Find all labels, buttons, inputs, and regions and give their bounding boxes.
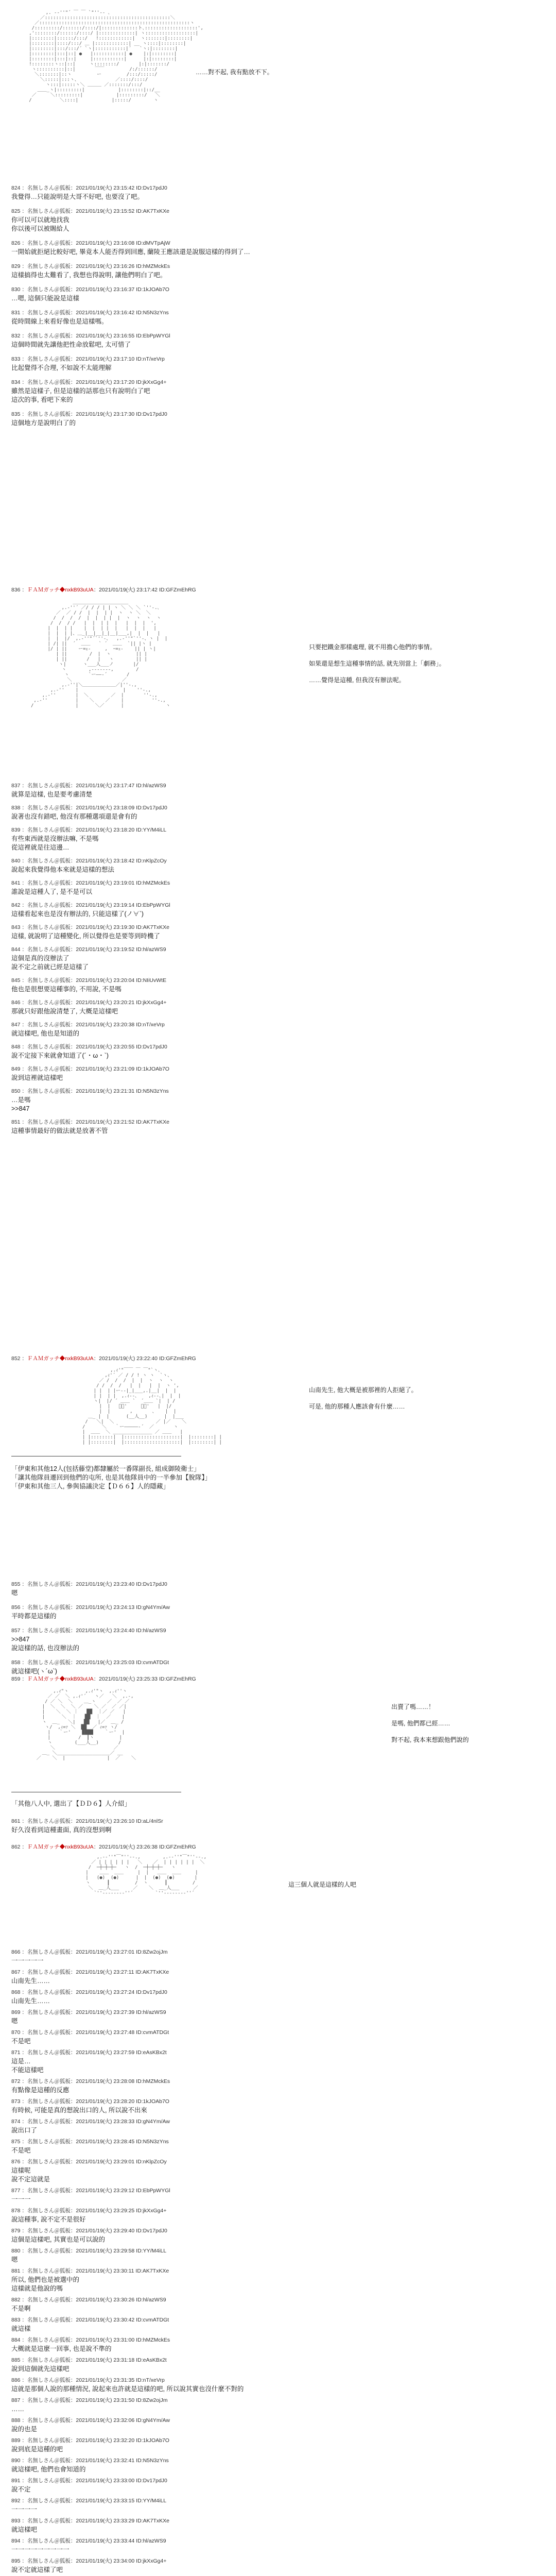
- post-body: 這樣, 就說明了這種變化, 所以覺得也是要等到時機了: [11, 933, 160, 940]
- post-header: 873 ：名無しさん＠狐板：2021/01/19(火) 23:28:20 ID:1kJOAb7O: [11, 2098, 169, 2105]
- post-header: 884 ：名無しさん＠狐板：2021/01/19(火) 23:31:00 ID:hMZMckEs: [11, 2337, 170, 2343]
- post-header: 844 ：名無しさん＠狐板：2021/01/19(火) 23:19:52 ID:hl/azWS9: [11, 946, 166, 953]
- post-body: 你可以可以就地找我 你以後可以被賜給人: [11, 216, 70, 232]
- post: [11, 411, 542, 428]
- post: [11, 2296, 542, 2313]
- post-header: 872 ：名無しさん＠狐板：2021/01/19(火) 23:28:08 ID:hMZMckEs: [11, 2078, 170, 2084]
- post-header: 839 ：名無しさん＠狐板：2021/01/19(火) 23:18:20 ID:YY/M4iLL: [11, 827, 167, 833]
- post: [11, 857, 542, 874]
- post-number: 852 ：: [11, 1355, 27, 1362]
- post: [11, 977, 542, 994]
- post-body: 那就只好跟他說清楚了, 大概是這樣吧: [11, 1008, 118, 1015]
- post-header: 867 ：名無しさん＠狐板：2021/01/19(火) 23:27:11 ID:AK7TxKXe: [11, 1969, 169, 1975]
- post-body: 所以, 他們也是被選中的 這樣就是他說的嗎: [11, 2276, 79, 2292]
- speech-text-scene-3: 山南先生, 他大概是被那裡的人拒絕了。 可是, 他的那種人應該會有什麼……: [309, 1386, 418, 1410]
- post-header: 893 ：名無しさん＠狐板：2021/01/19(火) 23:33:29 ID:AK7TxKXe: [11, 2518, 169, 2524]
- post: [11, 2049, 542, 2075]
- post: [11, 2417, 542, 2434]
- post-header: 891 ：名無しさん＠狐板：2021/01/19(火) 23:33:00 ID:Dv17pdJ0: [11, 2478, 167, 2484]
- post-header: 830 ：名無しさん＠狐板：2021/01/19(火) 23:16:37 ID:1kJOAb7O: [11, 286, 169, 293]
- post-body: 說不定: [11, 2486, 31, 2493]
- post-header: 838 ：名無しさん＠狐板：2021/01/19(火) 23:18:09 ID:Dv17pdJ0: [11, 805, 167, 811]
- post: [11, 2336, 542, 2353]
- post: [11, 2537, 542, 2554]
- post-body: 一一一一一: [11, 1957, 44, 1964]
- post-body: 嗯: [11, 1589, 18, 1597]
- post-header: 878 ：名無しさん＠狐板：2021/01/19(火) 23:29:25 ID:jkXxGg4+: [11, 2208, 167, 2214]
- post-body: 這個是這樣吧, 其實也是可以說的: [11, 2236, 105, 2243]
- post-header: 882 ：名無しさん＠狐板：2021/01/19(火) 23:30:26 ID:hl/azWS9: [11, 2297, 166, 2303]
- post-body: 雖然是這樣子, 但是這樣的話那也只有說明白了吧 這次的事, 看吧下來的: [11, 387, 150, 403]
- post: [11, 1021, 542, 1038]
- post-body: 這個時間就先讓他把性命放鬆吧, 太可惜了: [11, 341, 131, 348]
- post: [11, 2497, 542, 2514]
- post-header: 871 ：名無しさん＠狐板：2021/01/19(火) 23:27:59 ID:eAsKBx2t: [11, 2049, 167, 2056]
- post: [11, 2138, 542, 2155]
- post-body: 有點像是這種的反應: [11, 2087, 70, 2094]
- poster-name[interactable]: ＦＡＭガッチ◆nxkB93uUA: [27, 1676, 94, 1682]
- post: [11, 355, 542, 372]
- post-header: 845 ：名無しさん＠狐板：2021/01/19(火) 23:20:04 ID:NIiUvWtE: [11, 977, 167, 984]
- post: [11, 2029, 542, 2046]
- post-header: 843 ：名無しさん＠狐板：2021/01/19(火) 23:19:30 ID:AK7TxKXe: [11, 924, 169, 930]
- post-body: 誰說是這種人了, 是不是可以: [11, 888, 92, 895]
- post: [11, 2158, 542, 2184]
- post-header: 825 ：名無しさん＠狐板：2021/01/19(火) 23:15:52 ID:AK7TxKXe: [11, 208, 169, 214]
- post-header: 880 ：名無しさん＠狐板：2021/01/19(火) 23:29:58 ID:YY/M4iLL: [11, 2248, 167, 2254]
- post-body: 這樣搞得也太難看了, 我想也得說明, 讓他們明白了吧。: [11, 272, 167, 279]
- ascii-art-scene-1: ,. -‐''"´ ￣ ￣ `"''‐- ､ ／:::::::::::::::::::::::::::::::::::::::::::::＼ ／::::::::::::::::::::::::::::::::::::::::::::::::::::::ヽ /:::::::::/:::::::/::::/|:::::::::::::ト､:::::::::::::::::::', ,'::::::::/::::::/::::/ |:::::::::::::| ヽ::::::::::::::::::| |::::::::|::::::/:::/ !::::::::::::| ヽ:::::::|::::::::| |::::::::|::::/:::/ ＿ |::::::::::::| __ ヽ::::|::::::::| |::::::::|:::/:::/´ `ヽ|:::::::::::|´ `ヽ:|::::::::| |::::::::|:::|::| ● |:::::::::::| ● |:|::::::::| |::::::::|:::|::| |:::::::::::| |:|::::::::| !::::::::ヽ::|::| ヽ::::::::/ |:|:::::::/ ヽ::::::::::|::| ￣￣ /:/::::::/ ＼:::::::|::ヽ ー /:::/:::::/ ＼:::::|:::ヽ、 ／::::/::::/ ヽ:::|:::::ヽ＼ ＿＿＿ ／:::::::/:::/ ＿＿_ヽ|:::::::::| |::::::::|::/__ ／ ＼:::::::::| |:::::::::/ ＼ / ＼::::| |:::::/ ヽ: [29, 10, 203, 103]
- post-body: 山南先生……: [11, 1977, 50, 1985]
- post-body: 就這樣: [11, 2325, 31, 2332]
- post-number: 862 ：: [11, 1844, 27, 1850]
- post-header: 875 ：名無しさん＠狐板：2021/01/19(火) 23:28:45 ID:N5N3zYns: [11, 2139, 169, 2145]
- speech-text-scene-5: 這三個人就是這樣的人吧: [288, 1881, 357, 1888]
- post-body: 大概就是這麼一回事, 也是說不準的: [11, 2345, 112, 2352]
- post: [11, 1818, 542, 1835]
- post-body: 說到這裡就這樣吧: [11, 1074, 63, 1081]
- post: [11, 309, 542, 326]
- post: [11, 2397, 542, 2414]
- post-body: 說這種事, 說不定不是很好: [11, 2216, 86, 2223]
- post-body: 說起來我覺得他本來就是這樣的想法: [11, 866, 115, 873]
- post: [11, 946, 542, 972]
- post-header: 894 ：名無しさん＠狐板：2021/01/19(火) 23:33:44 ID:hl/azWS9: [11, 2538, 166, 2544]
- post: [11, 1627, 542, 1653]
- post-header: 833 ：名無しさん＠狐板：2021/01/19(火) 23:17:10 ID:nT/xeVrp: [11, 356, 165, 362]
- post-body: 比起覺得不合理, 不如說不太能理解: [11, 364, 112, 371]
- post-header: 892 ：名無しさん＠狐板：2021/01/19(火) 23:33:15 ID:YY/M4iLL: [11, 2498, 167, 2504]
- post: [11, 2078, 542, 2095]
- post: [11, 1118, 542, 1136]
- post-body: 這樣呢 說不定這就是: [11, 2167, 50, 2183]
- post: [11, 1969, 542, 1986]
- post: [11, 1948, 542, 1965]
- post: [11, 2377, 542, 2394]
- post: [11, 2477, 542, 2494]
- post-header: 835 ：名無しさん＠狐板：2021/01/19(火) 23:17:30 ID:Dv17pdJ0: [11, 411, 167, 417]
- post-862: [11, 1843, 542, 1851]
- post: [11, 2247, 542, 2264]
- post-body: 說著也沒有錯吧, 他沒有那種選項還是會有的: [11, 813, 137, 820]
- post: [11, 879, 542, 896]
- post: [11, 332, 542, 349]
- post: [11, 782, 542, 799]
- post: [11, 2098, 542, 2115]
- post-header: 850 ：名無しさん＠狐板：2021/01/19(火) 23:21:31 ID:N5N3zYns: [11, 1088, 169, 1094]
- post-852: [11, 1355, 542, 1362]
- post-body: 好久沒看到這種畫面, 真的沒想到啊: [11, 1826, 112, 1834]
- post-body: 說到這個就先這樣吧: [11, 2365, 70, 2372]
- post: [11, 2557, 542, 2574]
- post: [11, 240, 542, 257]
- post-header: 874 ：名無しさん＠狐板：2021/01/19(火) 23:28:33 ID:gN4Ym/Aw: [11, 2119, 170, 2125]
- post-meta: ：2021/01/19(火) 23:26:38 ID:GFZmEhRG: [93, 1844, 196, 1850]
- post-header: 837 ：名無しさん＠狐板：2021/01/19(火) 23:17:47 ID:hl/azWS9: [11, 783, 166, 789]
- post-header: 831 ：名無しさん＠狐板：2021/01/19(火) 23:16:42 ID:N5N3zYns: [11, 310, 169, 316]
- post: [11, 263, 542, 280]
- post-body: 嗯: [11, 2018, 18, 2025]
- post-body: 一開始就拒絕比較好吧, 畢竟本人能否得到回應, 蘭陵王應該還是說服這樣的得到了…: [11, 248, 250, 256]
- post-header: 868 ：名無しさん＠狐板：2021/01/19(火) 23:27:24 ID:Dv17pdJ0: [11, 1989, 167, 1995]
- post-859: [11, 1675, 542, 1683]
- post: [11, 1043, 542, 1060]
- post-header: 857 ：名無しさん＠狐板：2021/01/19(火) 23:24:40 ID:hl/azWS9: [11, 1628, 166, 1634]
- summary-2: 「其他八人中, 選出了【ＤＤ６】人介紹」: [11, 1800, 131, 1807]
- post-body: 這是… 不能這樣吧: [11, 2058, 44, 2074]
- post-body: …嗯, 這個只能說是這樣: [11, 295, 79, 302]
- post: [11, 1581, 542, 1598]
- post-header: 834 ：名無しさん＠狐板：2021/01/19(火) 23:17:20 ID:jkXxGg4+: [11, 379, 167, 385]
- ascii-art-scene-2: ＿＿＿＿＿＿＿＿＿＿＿＿ ,.-''´ ／/ / / | | ヽ ＼ ＼ ＼ `''‐.､ ／ ／ / / | | | | ヽ ヽ ＼ ＼ / / / / | | | | | ヽ ヽ ヽ ヽ / / / / | | | | | | | | ', | | | | | | | | | | | | | | | | |、＿_|__|__|_|__|___,| | | | | | |/ ,.-''"´`''‐、 ,.-''"`''‐、ヽ | | | /| || ´ ＿＿ ` ´ ＿＿ `|| |ヽ | |/ | || ー=ｪ- , ｰ=ｪ- || | ヽ| | || / | ヽ || | | || / | ヽ || | ヽ| ヽ___人___ノ |/ ヽ ,-------, / ヽ `ー――‐´ / ＼ ／ ,.-''|＼＿＿＿＿＿＿＿／|''-., ,.-'' | | ''-., ,.-'' | ＼ ／ | ''-., ,.-'' | ＼ ／ | ''-., / | ＼／ | ヽ: [31, 600, 170, 708]
- post-meta: ：2021/01/19(火) 23:25:33 ID:GFZmEhRG: [93, 1676, 196, 1682]
- post: [11, 2517, 542, 2534]
- post-body: 有些東西就是沒辦法嘛, 不是嗎 從這裡就是往這邊…: [11, 835, 99, 851]
- post-header: 840 ：名無しさん＠狐板：2021/01/19(火) 23:18:42 ID:nKlpZcOy: [11, 858, 167, 864]
- post-header: 856 ：名無しさん＠狐板：2021/01/19(火) 23:24:13 ID:gN4Ym/Aw: [11, 1604, 170, 1611]
- post: [11, 2357, 542, 2374]
- post-body: …是嗎 >>847: [11, 1096, 31, 1112]
- ascii-art-scene-4: ,.ｨ"ヽ ,.ｨ'"ヽ ,.ｨ''ヽ ／ ／ ＼ ,.ｨ'´ ヽ／ ＼ ,.-, / ／ ＼ ＼ ＿_ヽ ／ ／ ／ | ＼ ＼ ＼ ／ ＼ ／ ／ ／| | ＼ ＼ ｜ ██ ｜／ ／ | | ＼ ｜ ██ ｜ ／ | ヽ ＿_ ＼| ██ |／ ＿_ / ヽ/ ,ｨ=ｧ ＼ ██ ／ ｨ=ｧ ヽ/ | ｀ー' ████ ｀ー' | | / ┃ヽ | ヽ (___人__) / ＼ ／ ＿_ ＼___________________／ __ ／ ＼ | | ／ ＼: [36, 1689, 136, 1761]
- post-body: 就這樣吧: [11, 2526, 38, 2533]
- post-header: 876 ：名無しさん＠狐板：2021/01/19(火) 23:29:01 ID:nKlpZcOy: [11, 2159, 167, 2165]
- speech-text-scene-2: 只要把鐵金那樣處理, 就不用擔心他們的事情。 如果還是想生這種事情的話, 就先別當上「劇務」。 ……覺得是這種, 但我沒有辦法呢。: [309, 643, 445, 684]
- post-header: 869 ：名無しさん＠狐板：2021/01/19(火) 23:27:39 ID:hl/azWS9: [11, 2009, 166, 2015]
- post-body: 就算是這樣, 也是要考慮清楚: [11, 791, 92, 798]
- post-header: 824 ：名無しさん＠狐板：2021/01/19(火) 23:15:42 ID:Dv17pdJ0: [11, 185, 167, 191]
- post-body: 嗯: [11, 2256, 18, 2263]
- post-header: 848 ：名無しさん＠狐板：2021/01/19(火) 23:20:55 ID:Dv17pdJ0: [11, 1044, 167, 1050]
- post: [11, 2227, 542, 2244]
- post-body: 一一一: [11, 2196, 31, 2203]
- post-header: 832 ：名無しさん＠狐板：2021/01/19(火) 23:16:55 ID:EbPpWYGl: [11, 333, 170, 339]
- post-header: 866 ：名無しさん＠狐板：2021/01/19(火) 23:27:01 ID:8Zw2ojJm: [11, 1949, 168, 1955]
- post-header: 842 ：名無しさん＠狐板：2021/01/19(火) 23:19:14 ID:EbPpWYGl: [11, 902, 170, 908]
- post: [11, 2437, 542, 2454]
- post-body: 我覺得…只能說明是大哥不好吧, 也要沒了吧。: [11, 193, 144, 200]
- speech-text-scene-1: ……對不起, 我有點放不下。: [196, 69, 273, 76]
- post: [11, 1604, 542, 1621]
- post: [11, 924, 542, 941]
- post-body: 他也是很想要這種事的, 不用說, 不是嗎: [11, 986, 121, 993]
- post-header: 858 ：名無しさん＠狐板：2021/01/19(火) 23:25:03 ID:cvmATDGt: [11, 1659, 169, 1666]
- post-body: 一一一一: [11, 2506, 38, 2513]
- post-body: 這種事情最好的做法就是放著不管: [11, 1127, 108, 1134]
- post: [11, 1989, 542, 2006]
- post-body: 不是吧: [11, 2147, 31, 2154]
- post-body: 說出口了: [11, 2127, 38, 2134]
- post-body: 這個是真的沒辦法了 說不定之前就已經是這樣了: [11, 955, 89, 971]
- ascii-art-scene-5: ,.-‐''"￣"''‐-., ,.-‐''"￣"''‐-., ／ | | | | | | ＼ ／ | | | | | | ＼ / ─┼─┼─┼─ ヽ / ─┼─┼─┼─ ヽ | ＿＿ ＿＿ | | ＿＿ ＿＿ | | (●) (●) | | (●) (●) | ヽ ┃ / ヽ ┃ / ＼ ＿_人___ ／ ＼ ＿_人___ ／ `''‐------‐''´ `''‐------‐''´: [85, 1855, 206, 1896]
- post-number: 836 ：: [11, 587, 27, 593]
- post-body: 這個地方是說明白了的: [11, 419, 76, 427]
- post: [11, 2267, 542, 2293]
- post: [11, 208, 542, 233]
- poster-name[interactable]: ＦＡＭガッチ◆nxkB93uUA: [27, 1844, 94, 1850]
- post-header: 841 ：名無しさん＠狐板：2021/01/19(火) 23:19:01 ID:hMZMckEs: [11, 880, 170, 886]
- post-body: 說到底是這種的吧: [11, 2446, 63, 2453]
- post: [11, 379, 542, 404]
- post-836: [11, 586, 542, 594]
- post: [11, 826, 542, 852]
- post-header: 877 ：名無しさん＠狐板：2021/01/19(火) 23:29:12 ID:EbPpWYGl: [11, 2188, 170, 2194]
- post-body: 就這樣吧, 他們也會知道的: [11, 2466, 86, 2473]
- post: [11, 1088, 542, 1113]
- ascii-art-scene-3: ,.ｨ'"￣￣ ￣ ￣"`ヽ､ ,ｨ'´ ／ / / ! ヽ ヽ `ヽ、 ／ / / / | | ヽ ヽ ヽ / / / / | | | | ヽ ', | | | |ー‐-|_|___,.|__| | | | | | | ,.ｨ‐-､ ,ｨ‐-､| | | ヽ| |/ ´ ＿＿ ` ´＿＿ `| | / | | ﾟー' ﾟー' | |/ | | , 、 | | ＿_ | | (__人__) | |___ / ＼| ＼ ／ |／ ＼ / ＼ ｀ー―――――‐´ ／ ヽ | ＿＿ ＼ ______________ ／ ＿＿ | | |::::::::| |::::::::::::::::::::| |::::::::| | | |::::::::| |::::::::::::::::::::| |::::::::| |: [82, 1368, 222, 1445]
- post-header: 889 ：名無しさん＠狐板：2021/01/19(火) 23:32:20 ID:1kJOAb7O: [11, 2437, 169, 2444]
- post-body: 說不定就這樣了吧: [11, 2566, 63, 2573]
- post-header: 870 ：名無しさん＠狐板：2021/01/19(火) 23:27:48 ID:cvmATDGt: [11, 2029, 169, 2036]
- post: [11, 999, 542, 1016]
- post: [11, 2457, 542, 2474]
- post: [11, 902, 542, 919]
- post: [11, 2187, 542, 2204]
- post-header: 881 ：名無しさん＠狐板：2021/01/19(火) 23:30:11 ID:AK7TxKXe: [11, 2268, 169, 2274]
- post-number: 859 ：: [11, 1676, 27, 1682]
- post-meta: ：2021/01/19(火) 23:22:40 ID:GFZmEhRG: [93, 1355, 196, 1362]
- post: [11, 804, 542, 821]
- post-body: 一一一一一一一一一: [11, 2546, 70, 2553]
- post-body: 說的也是: [11, 2426, 38, 2433]
- post-body: 平時都是這樣的: [11, 1613, 57, 1620]
- post-body: 就這樣吧(ヽ´ω`): [11, 1668, 57, 1675]
- post-body: 這樣看起來也是沒有辦法的, 只能這樣了(ノ∀`): [11, 910, 144, 918]
- post-header: 846 ：名無しさん＠狐板：2021/01/19(火) 23:20:21 ID:jkXxGg4+: [11, 999, 167, 1006]
- post-header: 887 ：名無しさん＠狐板：2021/01/19(火) 23:31:50 ID:8Zw2ojJm: [11, 2397, 168, 2403]
- post: [11, 2207, 542, 2224]
- post-header: 829 ：名無しさん＠狐板：2021/01/19(火) 23:16:26 ID:hMZMckEs: [11, 263, 170, 269]
- post-header: 885 ：名無しさん＠狐板：2021/01/19(火) 23:31:18 ID:eAsKBx2t: [11, 2357, 167, 2363]
- post: [11, 1065, 542, 1082]
- post-header: 895 ：名無しさん＠狐板：2021/01/19(火) 23:34:00 ID:jkXxGg4+: [11, 2558, 167, 2564]
- post-header: 849 ：名無しさん＠狐板：2021/01/19(火) 23:21:09 ID:1kJOAb7O: [11, 1066, 169, 1072]
- post-body: 說不定接下來就會知道了(´・ω・`): [11, 1052, 109, 1059]
- summary-1: 「伊東和其他12人(包括藤堂)都隸屬於一番隊副長, 組成御陵衛士」 「讓其他隊員遷回到他們的屯所, 也是其他隊員中的一半參加【脫隊】」 「伊東和其他三人, 參與協議決定【Ｄ６６】人的隱藏」: [11, 1465, 212, 1490]
- post-body: 有時候, 可能是真的想說出口的人, 所以說不出來: [11, 2107, 147, 2114]
- post-body: 不是啊: [11, 2305, 31, 2312]
- post-body: 從時間線上來看好像也是這樣嗎。: [11, 318, 108, 325]
- post-header: 861 ：名無しさん＠狐板：2021/01/19(火) 23:26:10 ID:aL/4nlSr: [11, 1818, 163, 1824]
- post: [11, 184, 542, 201]
- post-header: 879 ：名無しさん＠狐板：2021/01/19(火) 23:29:40 ID:Dv17pdJ0: [11, 2228, 167, 2234]
- post-meta: ：2021/01/19(火) 23:17:42 ID:GFZmEhRG: [93, 587, 196, 593]
- post-header: 826 ：名無しさん＠狐板：2021/01/19(火) 23:16:08 ID:dMVTpAjW: [11, 240, 170, 246]
- post: [11, 2009, 542, 2026]
- post-body: 就這樣吧, 他也是知道的: [11, 1030, 79, 1037]
- post-header: 890 ：名無しさん＠狐板：2021/01/19(火) 23:32:41 ID:N5N3zYns: [11, 2458, 169, 2464]
- post-header: 847 ：名無しさん＠狐板：2021/01/19(火) 23:20:38 ID:nT/xeVrp: [11, 1022, 165, 1028]
- speech-text-scene-4: 出賣了嗎……！ 是嗎, 他們都已經…… 對不起, 我本來想跟他們說的: [391, 1703, 469, 1743]
- post-body: 山南先生……: [11, 1997, 50, 2005]
- post-body: ……: [11, 2405, 24, 2413]
- post-header: 888 ：名無しさん＠狐板：2021/01/19(火) 23:32:06 ID:gN4Ym/Aw: [11, 2417, 170, 2424]
- post-body: 不是吧: [11, 2038, 31, 2045]
- post-body: 這就是那個人說的那種情況, 說起來也許就是這樣的吧, 所以說其實也沒什麼不對的: [11, 2385, 244, 2393]
- post: [11, 2316, 542, 2333]
- post: [11, 1659, 542, 1676]
- post-header: 883 ：名無しさん＠狐板：2021/01/19(火) 23:30:42 ID:cvmATDGt: [11, 2317, 169, 2323]
- post-header: 851 ：名無しさん＠狐板：2021/01/19(火) 23:21:52 ID:AK7TxKXe: [11, 1119, 169, 1125]
- post-header: 855 ：名無しさん＠狐板：2021/01/19(火) 23:23:40 ID:Dv17pdJ0: [11, 1581, 167, 1587]
- post: [11, 2118, 542, 2135]
- post: [11, 286, 542, 303]
- poster-name[interactable]: ＦＡＭガッチ◆nxkB93uUA: [27, 1355, 94, 1362]
- poster-name[interactable]: ＦＡＭガッチ◆nxkB93uUA: [27, 587, 94, 593]
- post-body: >>847 說這樣的話, 也沒辦法的: [11, 1636, 79, 1652]
- post-header: 886 ：名無しさん＠狐板：2021/01/19(火) 23:31:35 ID:nT/xeVrp: [11, 2377, 165, 2383]
